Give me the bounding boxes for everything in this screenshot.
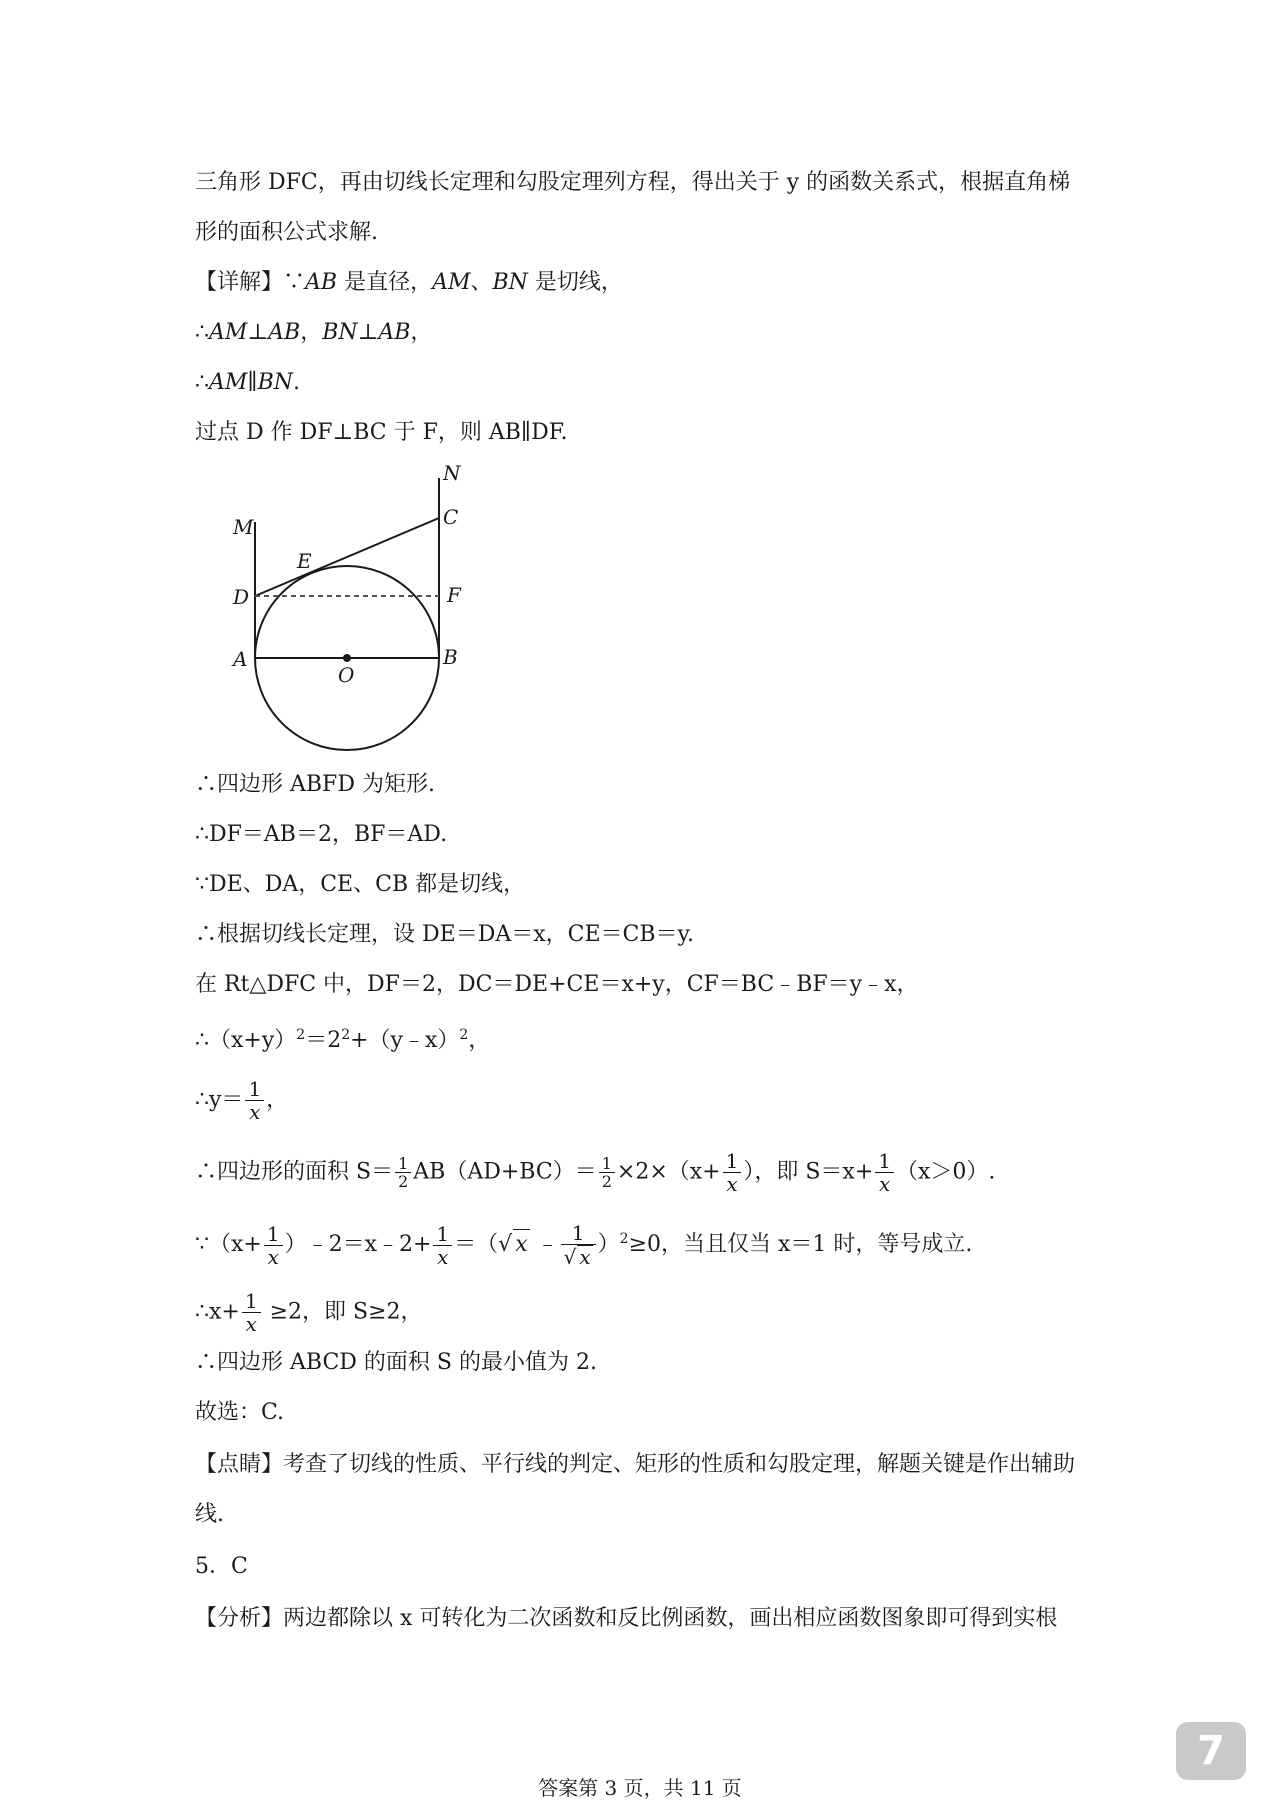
fraction xyxy=(395,1155,411,1190)
fraction-denominator: x xyxy=(726,1172,738,1196)
text-line xyxy=(195,1150,1095,1195)
text-span: ， xyxy=(300,320,323,345)
label-m: M xyxy=(233,515,254,539)
text-span: AM xyxy=(209,370,248,395)
text-line: ∴DF＝AB＝2，BF＝AD. xyxy=(195,822,448,847)
fraction-numerator: 1 xyxy=(245,1078,264,1101)
fraction-numerator: 1 xyxy=(264,1223,283,1246)
fraction-denominator: x xyxy=(437,1244,449,1269)
text-line: 过点 D 作 DF⊥BC 于 F，则 AB∥DF. xyxy=(195,420,568,445)
tangent-dc xyxy=(255,518,439,596)
text-line: 形的面积公式求解. xyxy=(195,220,378,245)
fraction-numerator: 1 xyxy=(395,1155,411,1173)
text-span: AM xyxy=(432,270,471,295)
fraction xyxy=(242,1290,261,1335)
superscript: 2 xyxy=(341,1027,351,1043)
superscript: 2 xyxy=(619,1231,629,1247)
text-span: ⊥ xyxy=(247,320,269,345)
text-span: 【详解】∵ xyxy=(195,270,306,295)
text-span: AB（AD+BC）＝ xyxy=(413,1159,597,1185)
fraction-denominator: x xyxy=(245,1312,257,1336)
fraction-denominator: 2 xyxy=(398,1172,409,1191)
label-d: D xyxy=(233,585,250,609)
text-span: +（y﹣x） xyxy=(350,1028,460,1053)
text-span: ﹣ xyxy=(529,1232,559,1257)
sqrt-icon: √ xyxy=(563,1245,577,1269)
text-line xyxy=(195,1290,1095,1335)
text-span: ×2×（x+ xyxy=(616,1159,721,1185)
text-span: 、 xyxy=(470,270,493,295)
geometry-figure xyxy=(225,462,485,762)
text-line xyxy=(195,368,1095,398)
label-c: C xyxy=(443,505,459,529)
fraction-numerator: 1 xyxy=(599,1155,615,1173)
text-span: ∴ xyxy=(195,320,209,345)
label-o: O xyxy=(338,663,355,687)
text-line: ∴四边形 ABCD 的面积 S 的最小值为 2. xyxy=(195,1350,597,1375)
fraction xyxy=(599,1155,615,1190)
fraction-denominator: x xyxy=(249,1100,261,1124)
fraction-denominator: x xyxy=(878,1172,891,1196)
fraction-numerator: 1 xyxy=(723,1150,742,1173)
text-span: BN xyxy=(492,270,528,295)
text-line: 线. xyxy=(195,1502,224,1527)
text-span: ∴（x+y） xyxy=(195,1028,297,1053)
text-line: 【分析】两边都除以 x 可转化为二次函数和反比例函数，画出相应函数图象即可得到实根 xyxy=(195,1606,1058,1631)
text-span: ， xyxy=(266,1087,289,1113)
text-span: ），即 S＝x+ xyxy=(743,1159,874,1185)
text-span: ∴四边形的面积 S＝ xyxy=(195,1159,394,1185)
fraction-numerator: 1 xyxy=(433,1223,452,1246)
text-span: ＝2 xyxy=(305,1028,342,1053)
text-span: BN xyxy=(257,370,294,395)
label-f: F xyxy=(447,583,461,607)
text-span: ， xyxy=(468,1028,491,1053)
fraction xyxy=(245,1078,264,1123)
text-span: （x＞0）. xyxy=(895,1159,996,1185)
text-line xyxy=(195,1020,1095,1056)
text-span: ⊥ xyxy=(357,320,379,345)
fraction-numerator: 1 xyxy=(875,1150,894,1173)
text-span: ≥2，即 S≥2， xyxy=(262,1299,423,1325)
text-line: ∵DE、DA，CE、CB 都是切线， xyxy=(195,872,526,897)
text-span: 是切线， xyxy=(527,270,623,295)
text-span: AB xyxy=(268,320,301,345)
text-span: ∴x+ xyxy=(195,1299,240,1325)
page-number-badge[interactable]: 7 xyxy=(1176,1722,1246,1780)
fraction-denominator xyxy=(561,1245,596,1268)
fraction-denominator: 2 xyxy=(601,1172,612,1191)
text-span: BN xyxy=(322,320,358,345)
fraction xyxy=(561,1222,596,1268)
superscript: 2 xyxy=(459,1027,469,1043)
text-span: 是直径， xyxy=(337,270,433,295)
text-span: ）﹣2＝x﹣2+ xyxy=(284,1232,432,1257)
text-line: ∴四边形 ABFD 为矩形. xyxy=(195,772,435,797)
fraction xyxy=(723,1150,742,1195)
text-line: 【点睛】考查了切线的性质、平行线的判定、矩形的性质和勾股定理，解题关键是作出辅助 xyxy=(195,1452,1076,1477)
fraction-numerator: 1 xyxy=(242,1290,261,1313)
label-n: N xyxy=(443,462,461,485)
fraction-numerator: 1 xyxy=(561,1222,596,1245)
text-line: ∴根据切线长定理，设 DE＝DA＝x，CE＝CB＝y. xyxy=(195,922,695,947)
fraction xyxy=(875,1150,894,1195)
text-line xyxy=(195,1222,1095,1268)
text-span: . xyxy=(293,370,301,395)
label-b: B xyxy=(443,645,458,669)
text-span: ， xyxy=(410,320,433,345)
text-span: AB xyxy=(378,320,411,345)
text-span: AB xyxy=(305,270,338,295)
page-footer: 答案第 3 页，共 11 页 xyxy=(538,1776,742,1800)
text-span: ∵（x+ xyxy=(195,1232,262,1257)
text-span: ） xyxy=(597,1232,620,1257)
fraction-denominator: x xyxy=(267,1244,279,1269)
text-line: 5．C xyxy=(195,1554,248,1579)
text-span: ∥ xyxy=(247,370,258,395)
sqrt-radicand: x xyxy=(579,1245,591,1269)
superscript: 2 xyxy=(296,1027,306,1043)
sqrt-radicand: x xyxy=(513,1229,529,1260)
text-line: 在 Rt△DFC 中，DF＝2，DC＝DE+CE＝x+y，CF＝BC﹣BF＝y﹣x， xyxy=(195,972,919,997)
text-line xyxy=(195,318,1095,348)
fraction xyxy=(264,1223,283,1268)
center-point xyxy=(343,654,351,662)
label-a: A xyxy=(233,647,248,671)
text-span: ∴y＝ xyxy=(195,1087,244,1113)
text-span: ∴ xyxy=(195,370,209,395)
fraction xyxy=(433,1223,452,1268)
label-e: E xyxy=(297,549,312,573)
text-line xyxy=(195,268,1095,298)
text-line: 三角形 DFC，再由切线长定理和勾股定理列方程，得出关于 y 的函数关系式，根据直角梯 xyxy=(195,170,1071,195)
text-line xyxy=(195,1078,1095,1123)
text-line: 故选：C. xyxy=(195,1400,285,1425)
sqrt-icon: √ xyxy=(498,1232,513,1257)
text-span: ＝（ xyxy=(454,1232,499,1257)
text-span: ≥0，当且仅当 x＝1 时，等号成立. xyxy=(628,1232,973,1257)
text-span: AM xyxy=(209,320,248,345)
